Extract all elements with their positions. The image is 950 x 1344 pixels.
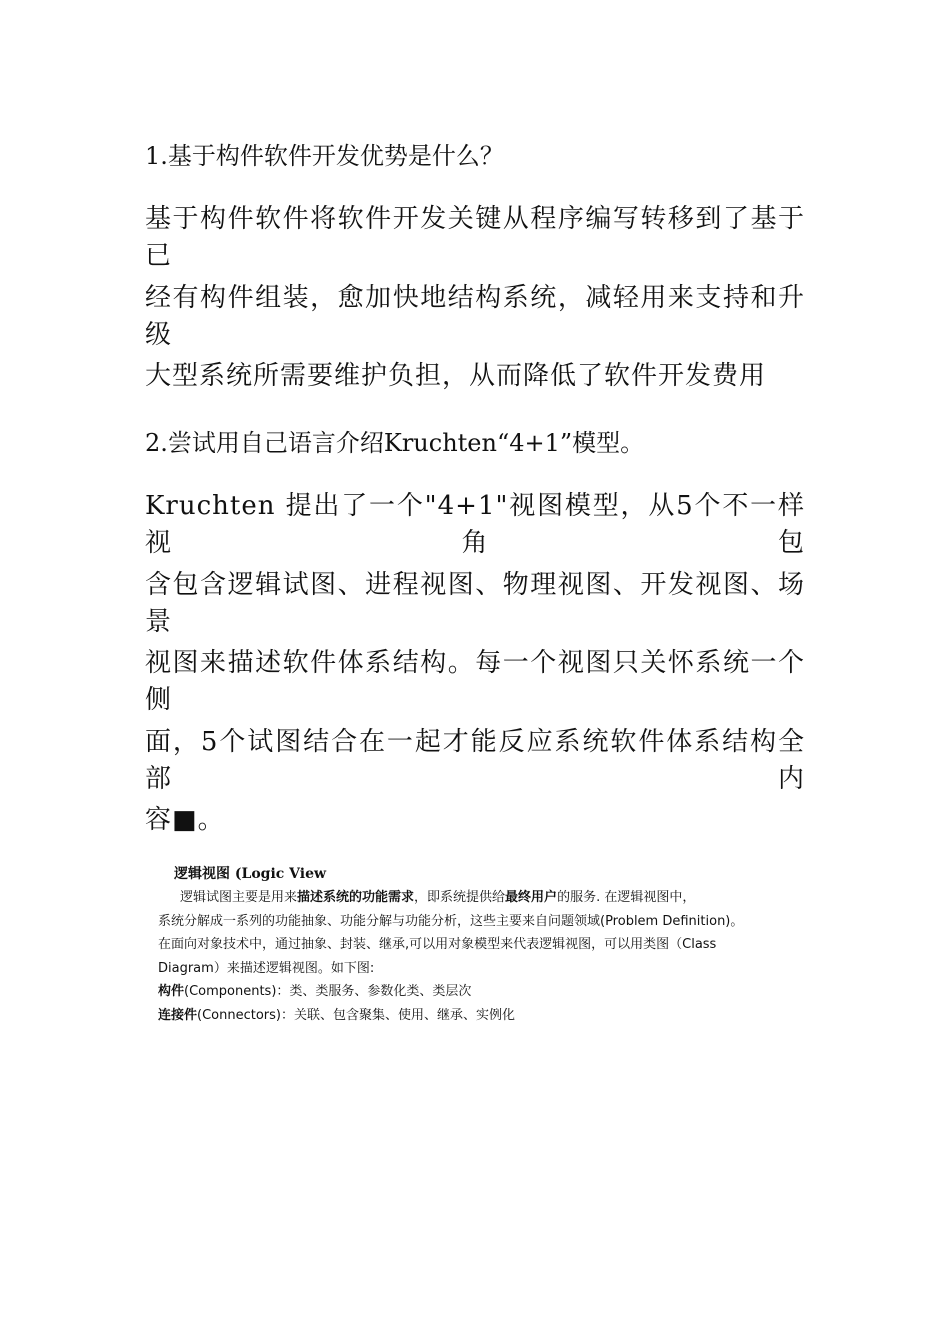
logic-view-paragraph-2: 系统分解成一系列的功能抽象、功能分解与功能分析，这些主要来自问题领域(Problem Definition)。 [158,913,744,929]
components-line [158,980,798,1004]
answer-2-line-1: Kruchten 提出了一个"4+1"视图模型，从5个不一样视角包 [145,491,805,558]
connectors-text: (Connectors)：关联、包含聚集、使用、继承、实例化 [197,1007,515,1023]
p1-emphasis-functional-requirements: 描述系统的功能需求 [297,890,415,905]
logic-view-paragraph-3: 在面向对象技术中，通过抽象、封装、继承,可以用对象模型来代表逻辑视图，可以用类图（Class [158,937,717,952]
answer-2-line-5: 容■。 [145,805,225,835]
p1-text-a: 逻辑试图主要是用来 [180,890,298,905]
logic-view-paragraph-1 [158,886,798,910]
answer-2-line-3: 视图来描述软件体系结构。每一个视图只关怀系统一个侧 [145,648,805,715]
question-1: 1.基于构件软件开发优势是什么？ [145,142,504,170]
answer-2-line-2: 含包含逻辑试图、进程视图、物理视图、开发视图、场景 [145,570,805,637]
answer-1-line-3: 大型系统所需要维护负担，从而降低了软件开发费用 [145,361,767,391]
logic-view-excerpt [158,862,798,1027]
question-2: 2.尝试用自己语言介绍Kruchten“4+1”模型。 [145,429,645,457]
components-text: (Components)：类、类服务、参数化类、类层次 [184,984,472,999]
p1-emphasis-end-user: 最终用户 [505,890,558,905]
connectors-line [158,1004,798,1028]
components-label: 构件 [158,984,185,999]
connectors-label: 连接件 [158,1007,198,1023]
logic-view-title: 逻辑视图 (Logic View [174,866,327,882]
p1-text-c: ，即系统提供给 [414,890,506,905]
logic-view-paragraph-4: Diagram）来描述逻辑视图。如下图: [158,960,375,976]
p1-text-e: 的服务. 在逻辑视图中， [557,890,696,905]
answer-2-line-4: 面，5个试图结合在一起才能反应系统软件体系结构全部内 [145,727,805,794]
answer-1-line-2: 经有构件组装，愈加快地结构系统，减轻用来支持和升级 [145,283,805,350]
answer-1-line-1: 基于构件软件将软件开发关键从程序编写转移到了基于已 [145,204,805,271]
